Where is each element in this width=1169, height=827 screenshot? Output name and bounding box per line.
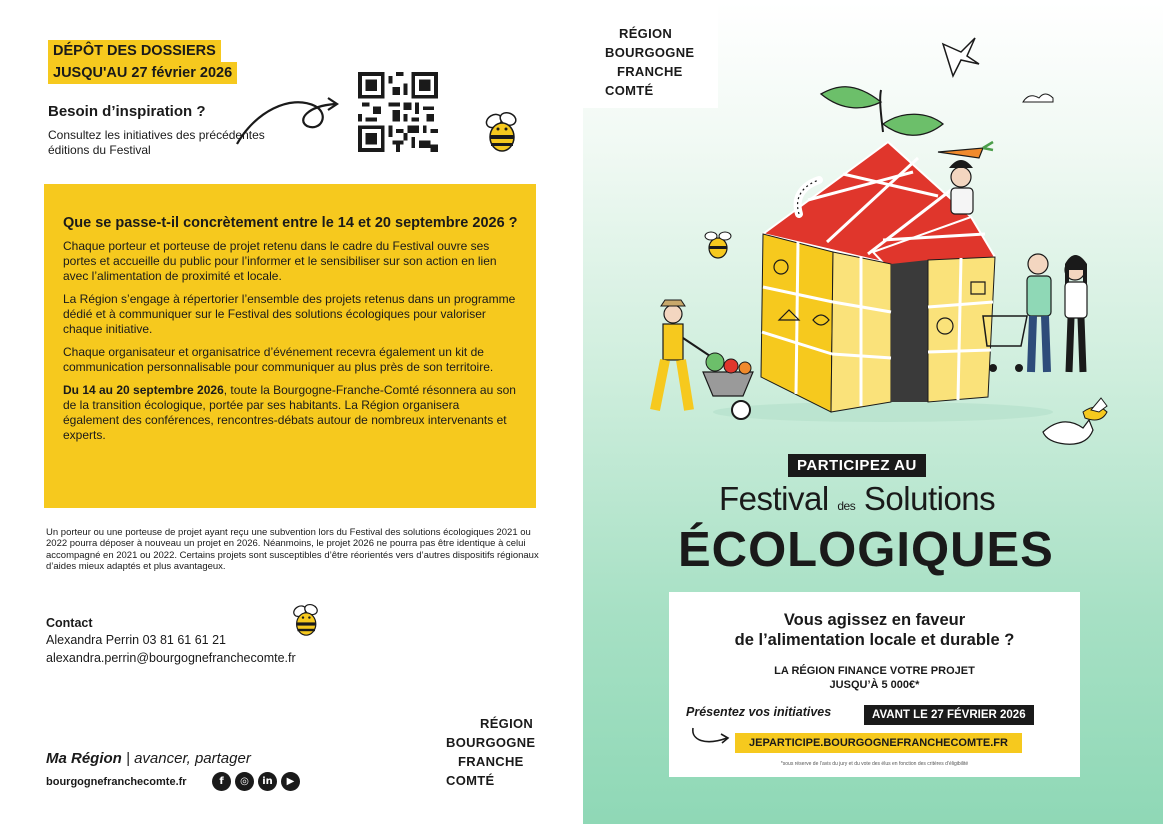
inspiration-title: Besoin d’inspiration ? <box>48 103 206 120</box>
motto-tagline: | avancer, partager <box>121 750 251 767</box>
info-dates: Du 14 au 20 septembre 2026 <box>63 383 224 397</box>
contact-email[interactable]: alexandra.perrin@bourgognefranchecomte.fr <box>46 651 296 665</box>
present-initiatives: Présentez vos initiatives <box>686 705 832 719</box>
youtube-icon[interactable]: ▶ <box>281 772 300 791</box>
des-word: des <box>837 499 856 513</box>
deadline-banner <box>48 40 237 84</box>
website-link[interactable]: bourgognefranchecomte.fr <box>46 776 187 788</box>
social-links <box>212 772 300 791</box>
logo-line-4: COMTÉ <box>605 83 654 98</box>
solutions-word: Solutions <box>863 480 996 517</box>
logo-line-1: RÉGION <box>619 26 673 41</box>
motto-brand: Ma Région <box>46 750 122 767</box>
card-title-line-1: Vous agissez en faveur <box>783 611 966 629</box>
call-to-action-card <box>669 592 1080 777</box>
deadline-line-2: JUSQU'AU 27 février 2026 <box>48 62 237 84</box>
linkedin-icon[interactable]: in <box>258 772 277 791</box>
participez-badge: PARTICIPEZ AU <box>788 454 926 477</box>
logo-line-3: FRANCHE <box>617 64 683 79</box>
card-title-line-2: de l’alimentation locale et durable ? <box>734 631 1015 649</box>
deadline-badge: AVANT LE 27 FÉVRIER 2026 <box>864 705 1034 725</box>
deadline-line-1: DÉPÔT DES DOSSIERS <box>48 40 221 62</box>
info-paragraph-4-text: , toute la Bourgogne-Franche-Comté résonnera au son de la transition écologique, portée par ses habitants. La Région organisera également des conférences, rencontres-débats autour de nombreux intervenants et experts. <box>63 383 516 442</box>
funding-line-2: JUSQU’À 5 000€* <box>829 679 920 691</box>
info-paragraph-4 <box>63 383 518 443</box>
logo-line-2: BOURGOGNE <box>446 735 536 750</box>
info-paragraph-3: Chaque organisateur et organisatrice d’événement recevra également un kit de communication personnalisable pour communiquer au plus près de son territoire. <box>63 345 494 374</box>
logo-line-4: COMTÉ <box>446 773 495 788</box>
card-title <box>669 610 1080 650</box>
contact-name-phone[interactable]: Alexandra Perrin 03 81 61 61 21 <box>46 633 226 647</box>
festival-title <box>719 480 995 518</box>
curved-arrow-icon <box>235 92 345 152</box>
info-box <box>44 184 536 508</box>
info-box-title: Que se passe-t-il concrètement entre le 14 et 20 septembre 2026 ? <box>63 215 518 231</box>
right-panel <box>583 2 1163 824</box>
bee-icon <box>287 600 327 640</box>
funding-line-1: LA RÉGION FINANCE VOTRE PROJET <box>774 665 975 677</box>
small-arrow-icon <box>689 726 733 748</box>
info-paragraph-1: Chaque porteur et porteuse de projet retenu dans le cadre du Festival ouvre ses portes et accueille du public pour l’informer et le sensibiliser sur son action en lien avec l’alimentation de proximité et locale. <box>63 239 497 283</box>
qr-code[interactable] <box>358 72 438 152</box>
inspiration-text: Consultez les initiatives des précédentes éditions du Festival <box>48 128 265 157</box>
festival-word: Festival <box>719 480 829 517</box>
info-paragraph-2: La Région s’engage à répertorier l’ensemble des projets retenus dans un programme dédié et à communiquer sur le Festival des solutions écologiques pour valoriser chaque initiative. <box>63 292 516 336</box>
logo-line-1: RÉGION <box>480 716 534 731</box>
region-logo <box>446 714 535 790</box>
house-illustration <box>583 2 1163 462</box>
motto <box>46 750 251 767</box>
participation-url[interactable]: JEPARTICIPE.BOURGOGNEFRANCHECOMTE.FR <box>735 733 1022 753</box>
contact-title: Contact <box>46 616 93 630</box>
bee-icon <box>478 107 528 157</box>
logo-line-3: FRANCHE <box>458 754 524 769</box>
instagram-icon[interactable]: ◎ <box>235 772 254 791</box>
bird-icon <box>943 38 979 76</box>
eligibility-footnote: Un porteur ou une porteuse de projet ayant reçu une subvention lors du Festival des solutions écologiques 2021 ou 2022 pourra déposer à nouveau un projet en 2026. Néanmoins, le projet 2026 ne pourra pas être identique à celui accompagné en 2021 ou 2022. Certains projets sont susceptibles d’être réorientés vers d’autres dispositifs régionaux d’aides mieux adaptés et plus avantageux. <box>46 527 539 573</box>
facebook-icon[interactable]: f <box>212 772 231 791</box>
logo-line-2: BOURGOGNE <box>605 45 695 60</box>
ecologiques-title: ÉCOLOGIQUES <box>678 523 1054 577</box>
left-panel <box>0 0 580 827</box>
fine-print: *sous réserve de l’avis du jury et du vote des élus en fonction des critères d’éligibilité <box>780 761 969 767</box>
card-funding <box>669 664 1080 692</box>
